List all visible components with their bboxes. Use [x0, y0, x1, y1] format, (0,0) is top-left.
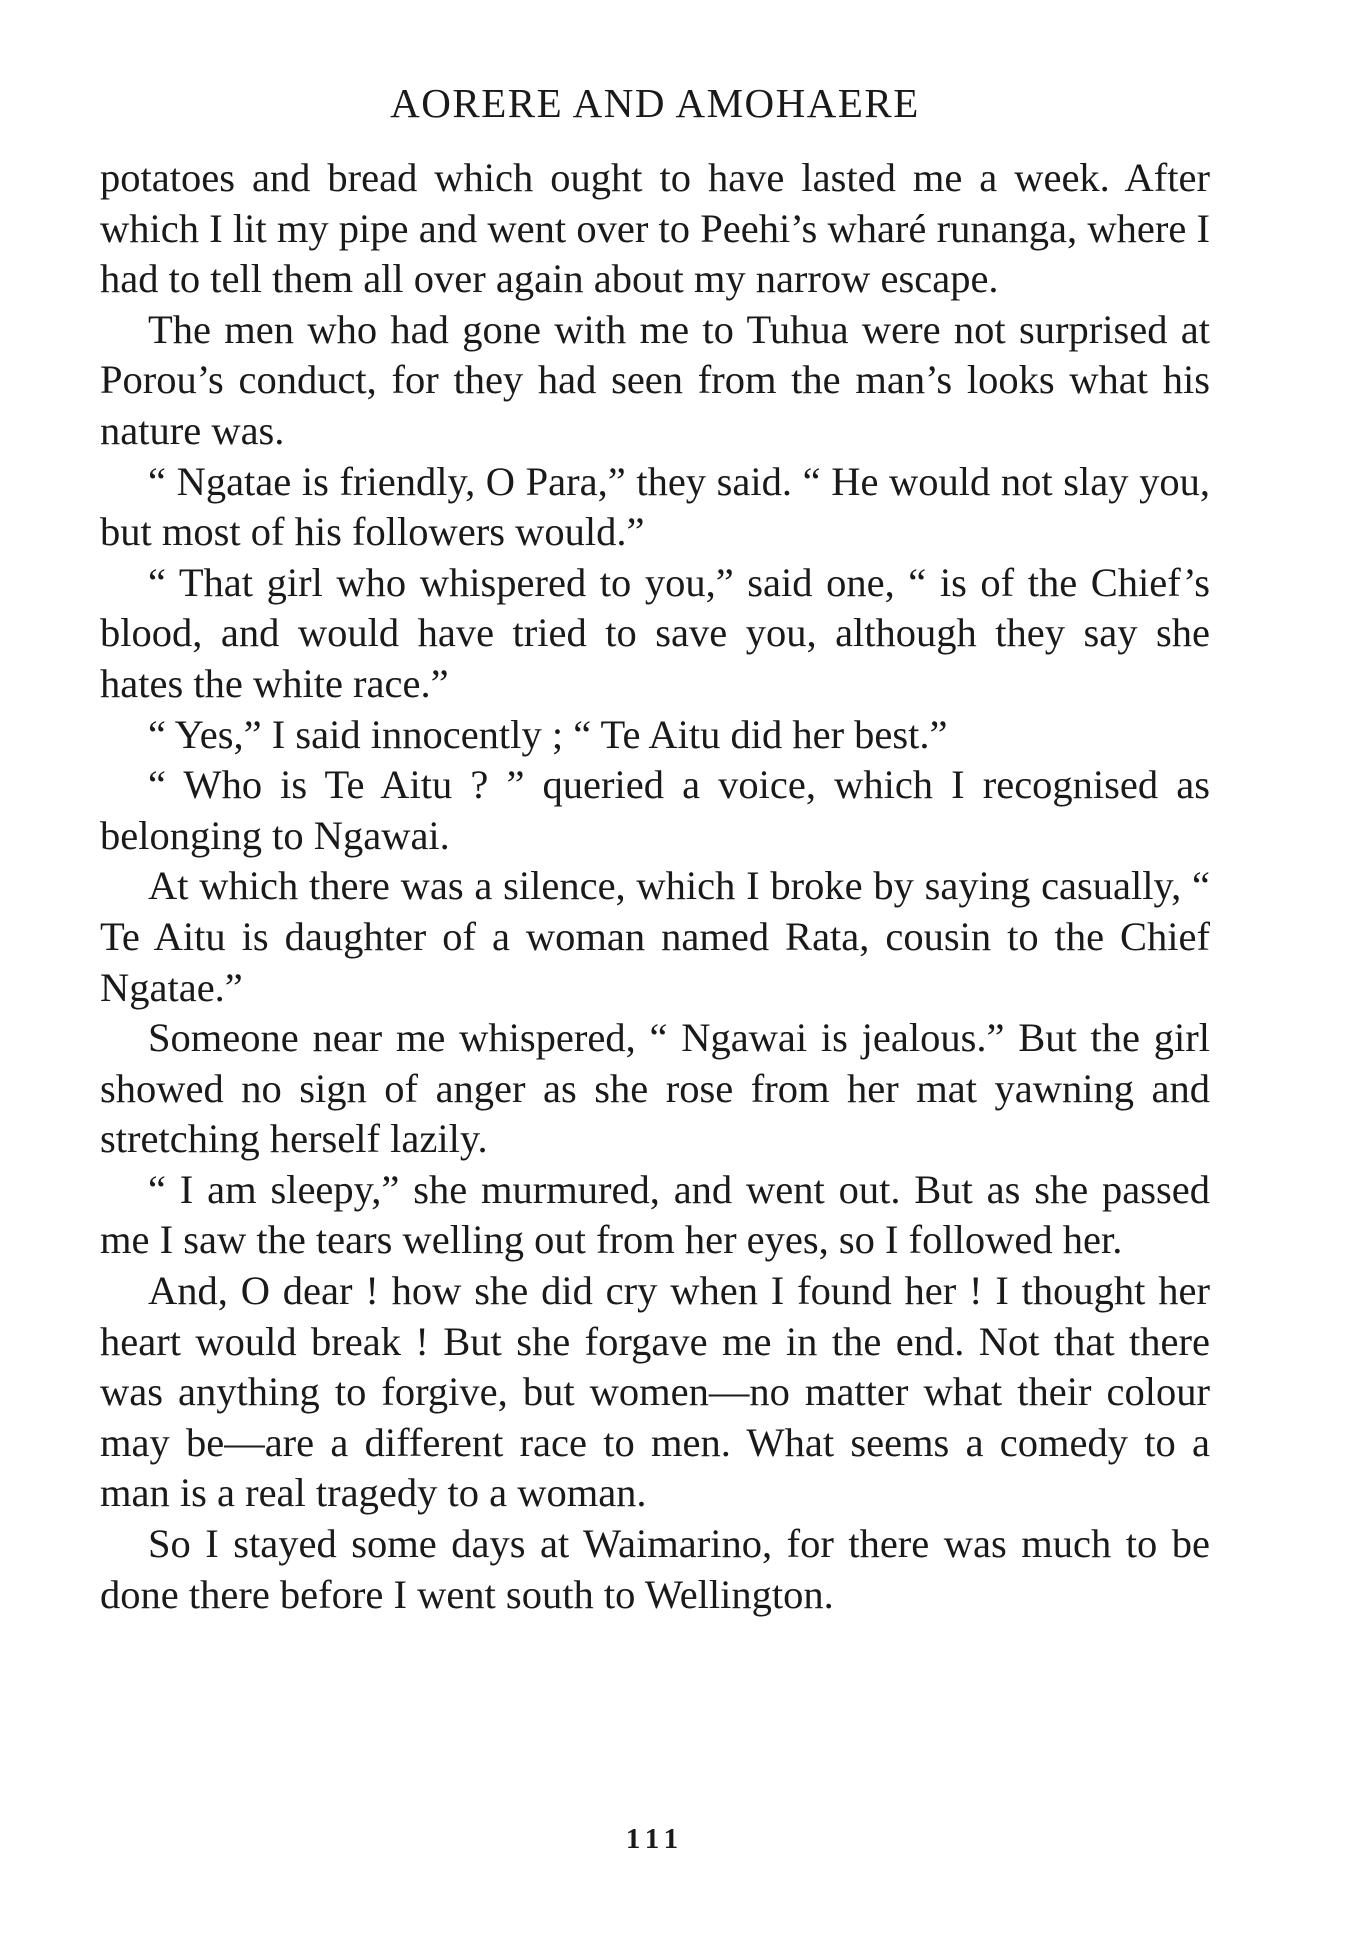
paragraph: Someone near me whispered, “ Ngawai is jealous.” But the girl showed no sign of anger as she rose from her mat yawning and stretching herself lazily.	[100, 1015, 1210, 1162]
body-text	[100, 153, 1210, 1620]
book-page	[100, 0, 1210, 1937]
paragraph-continued: potatoes and bread which ought to have lasted me a week. After which I lit my pipe and went over to Peehi’s wharé runanga, where I had to tell them all over again about my narrow escape.	[100, 155, 1210, 302]
running-header: AORERE AND AMOHAERE	[390, 80, 920, 126]
paragraph: The men who had gone with me to Tuhua were not surprised at Porou’s conduct, for they had seen from the man’s looks what his nature was.	[100, 306, 1210, 453]
paragraph: At which there was a silence, which I broke by saying casually, “ Te Aitu is daughter of a woman named Rata, cousin to the Chief Ngatae.”	[100, 863, 1210, 1010]
paragraph: “ Ngatae is friendly, O Para,” they said. “ He would not slay you, but most of his followers would.”	[100, 458, 1210, 555]
paragraph: “ That girl who whispered to you,” said one, “ is of the Chief’s blood, and would have tried to save you, although they say she hates the white race.”	[100, 559, 1210, 706]
paragraph: “ Who is Te Aitu ? ” queried a voice, which I recognised as belonging to Ngawai.	[100, 762, 1210, 858]
paragraph: “ I am sleepy,” she murmured, and went out. But as she passed me I saw the tears welling out from her eyes, so I followed her.	[100, 1166, 1210, 1263]
paragraph: “ Yes,” I said innocently ; “ Te Aitu did her best.”	[148, 711, 948, 757]
paragraph: So I stayed some days at Waimarino, for there was much to be done there before I went south to Wellington.	[100, 1521, 1210, 1617]
paragraph: And, O dear ! how she did cry when I found her ! I thought her heart would break ! But she forgave me in the end. Not that there was anything to forgive, but women—no matter what their colour may be—are a different race to men. What seems a comedy to a man is a real tragedy to a woman.	[100, 1268, 1210, 1516]
page-number: 111	[625, 1823, 685, 1855]
